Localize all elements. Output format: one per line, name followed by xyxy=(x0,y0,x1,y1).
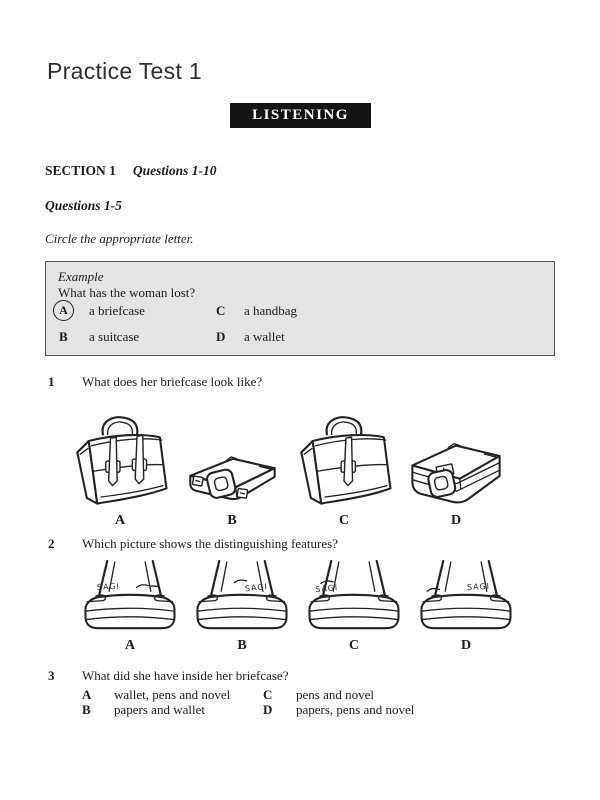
q2-option-b xyxy=(186,559,298,633)
q3-option-c-text: pens and novel xyxy=(296,687,374,702)
q3-option-d-letter: D xyxy=(263,702,273,717)
example-option-b-letter: B xyxy=(59,329,68,344)
example-option-a-text: a briefcase xyxy=(89,303,145,318)
deep-attache-case-image xyxy=(401,437,511,511)
question-1-option-labels xyxy=(64,513,512,529)
q1-label-a: A xyxy=(114,513,126,528)
example-option-c-letter: C xyxy=(216,303,226,318)
listening-banner: LISTENING xyxy=(230,103,371,128)
case-scratch-above-initials-left-image xyxy=(301,559,407,633)
example-box xyxy=(45,261,555,356)
case-initials-left-scratch-right-image xyxy=(77,559,183,633)
question-1-number: 1 xyxy=(48,374,55,389)
q2-label-c: C xyxy=(348,638,360,653)
case-scratch-left-initials-right-image xyxy=(413,559,519,633)
q3-option-c-letter: C xyxy=(263,687,273,702)
question-1-text: What does her briefcase look like? xyxy=(82,374,263,389)
example-option-c-text: a handbag xyxy=(244,303,298,318)
q2-option-a xyxy=(74,559,186,633)
q1-option-d xyxy=(400,437,512,511)
q3-option-a-text: wallet, pens and novel xyxy=(114,687,231,702)
question-3-text: What did she have inside her briefcase? xyxy=(82,668,289,683)
q3-option-b-letter: B xyxy=(82,702,91,717)
q1-option-a xyxy=(64,409,176,511)
q2-label-b: B xyxy=(237,638,247,653)
section-label: SECTION 1 xyxy=(45,163,116,178)
briefcase-one-strap-image xyxy=(289,409,399,511)
q1-label-b: B xyxy=(227,513,237,528)
circled-answer-a: A xyxy=(53,300,74,321)
section-heading xyxy=(45,163,217,179)
q3-option-a-letter: A xyxy=(82,687,92,702)
question-2-text: Which picture shows the distinguishing features? xyxy=(82,536,338,551)
initials-inscription: SAGI xyxy=(314,583,339,595)
question-2-images xyxy=(74,557,522,633)
question-3-number: 3 xyxy=(48,668,55,683)
briefcase-two-straps-image xyxy=(65,409,175,511)
instruction-text: Circle the appropriate letter. xyxy=(45,231,194,246)
slim-attache-case-image xyxy=(177,452,287,511)
example-option-d-letter: D xyxy=(216,329,226,344)
initials-inscription: SAGI xyxy=(96,581,121,592)
q2-option-c xyxy=(298,559,410,633)
case-scratch-above-initials-right-image xyxy=(189,559,295,633)
initials-inscription: SAGI xyxy=(466,581,491,593)
q1-label-c: C xyxy=(338,513,350,528)
section-question-range: Questions 1-10 xyxy=(132,163,217,178)
page-title: Practice Test 1 xyxy=(47,58,202,84)
example-option-b-text: a suitcase xyxy=(89,329,140,344)
question-group-heading: Questions 1-5 xyxy=(45,198,122,213)
q2-option-d xyxy=(410,559,522,633)
question-1-images xyxy=(64,399,512,511)
question-2-number: 2 xyxy=(48,536,55,551)
q1-label-d: D xyxy=(450,513,462,528)
q3-option-d-text: papers, pens and novel xyxy=(296,702,415,717)
q2-label-a: A xyxy=(124,638,136,653)
q3-option-b-text: papers and wallet xyxy=(114,702,205,717)
example-question: What has the woman lost? xyxy=(58,285,196,300)
q2-label-d: D xyxy=(460,638,472,653)
initials-inscription: SAGI xyxy=(244,582,269,594)
q1-option-b xyxy=(176,452,288,511)
example-option-d-text: a wallet xyxy=(244,329,285,344)
question-2-option-labels xyxy=(74,638,522,654)
example-heading: Example xyxy=(58,269,104,284)
q1-option-c xyxy=(288,409,400,511)
